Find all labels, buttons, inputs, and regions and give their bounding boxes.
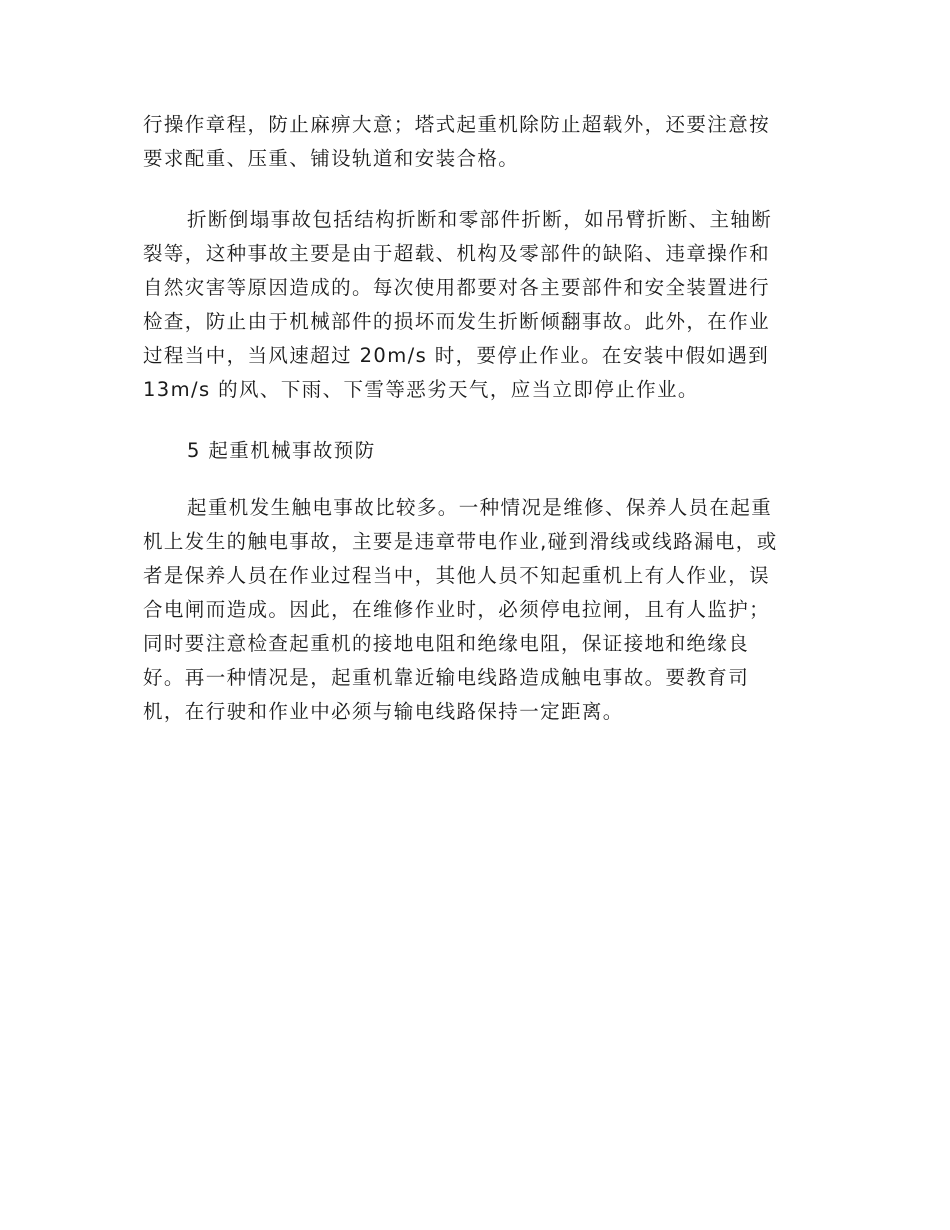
section-heading (143, 434, 808, 468)
paragraph-line: 13m/s 的风、下雨、下雪等恶劣天气，应当立即停止作业。 (143, 378, 699, 401)
paragraph-line: 裂等，这种事故主要是由于超载、机构及零部件的缺陷、违章操作和 (143, 242, 771, 265)
paragraph-fracture-collapse (143, 203, 808, 407)
paragraph-line: 者是保养人员在作业过程当中，其他人员不知起重机上有人作业，误 (143, 564, 771, 587)
paragraph-line: 机，在行驶和作业中必须与输电线路保持一定距离。 (143, 700, 624, 723)
paragraph-line: 过程当中，当风速超过 20m/s 时，要停止作业。在安装中假如遇到 (143, 344, 770, 367)
paragraph-line: 检查，防止由于机械部件的损坏而发生折断倾翻事故。此外，在作业 (143, 310, 771, 333)
paragraph-line: 行操作章程，防止麻痹大意；塔式起重机除防止超载外，还要注意按 (143, 113, 771, 136)
paragraph-line: 折断倒塌事故包括结构折断和零部件折断，如吊臂折断、主轴断 (187, 208, 773, 231)
paragraph-line: 合电闸而造成。因此，在维修作业时，必须停电拉闸，且有人监护； (143, 598, 771, 621)
paragraph-line: 要求配重、压重、铺设轨道和安装合格。 (143, 147, 520, 170)
paragraph-line: 好。再一种情况是，起重机靠近输电线路造成触电事故。要教育司 (143, 666, 750, 689)
paragraph-electric-shock (143, 491, 808, 729)
paragraph-line: 自然灾害等原因造成的。每次使用都要对各主要部件和安全装置进行 (143, 276, 771, 299)
paragraph-line: 同时要注意检查起重机的接地电阻和绝缘电阻，保证接地和绝缘良 (143, 632, 750, 655)
section-heading-text: 5 起重机械事故预防 (187, 439, 376, 462)
paragraph-line: 机上发生的触电事故，主要是违章带电作业,碰到滑线或线路漏电，或 (143, 530, 778, 553)
paragraph-line: 起重机发生触电事故比较多。一种情况是维修、保养人员在起重 (187, 496, 773, 519)
paragraph-crane-overload (143, 108, 808, 176)
